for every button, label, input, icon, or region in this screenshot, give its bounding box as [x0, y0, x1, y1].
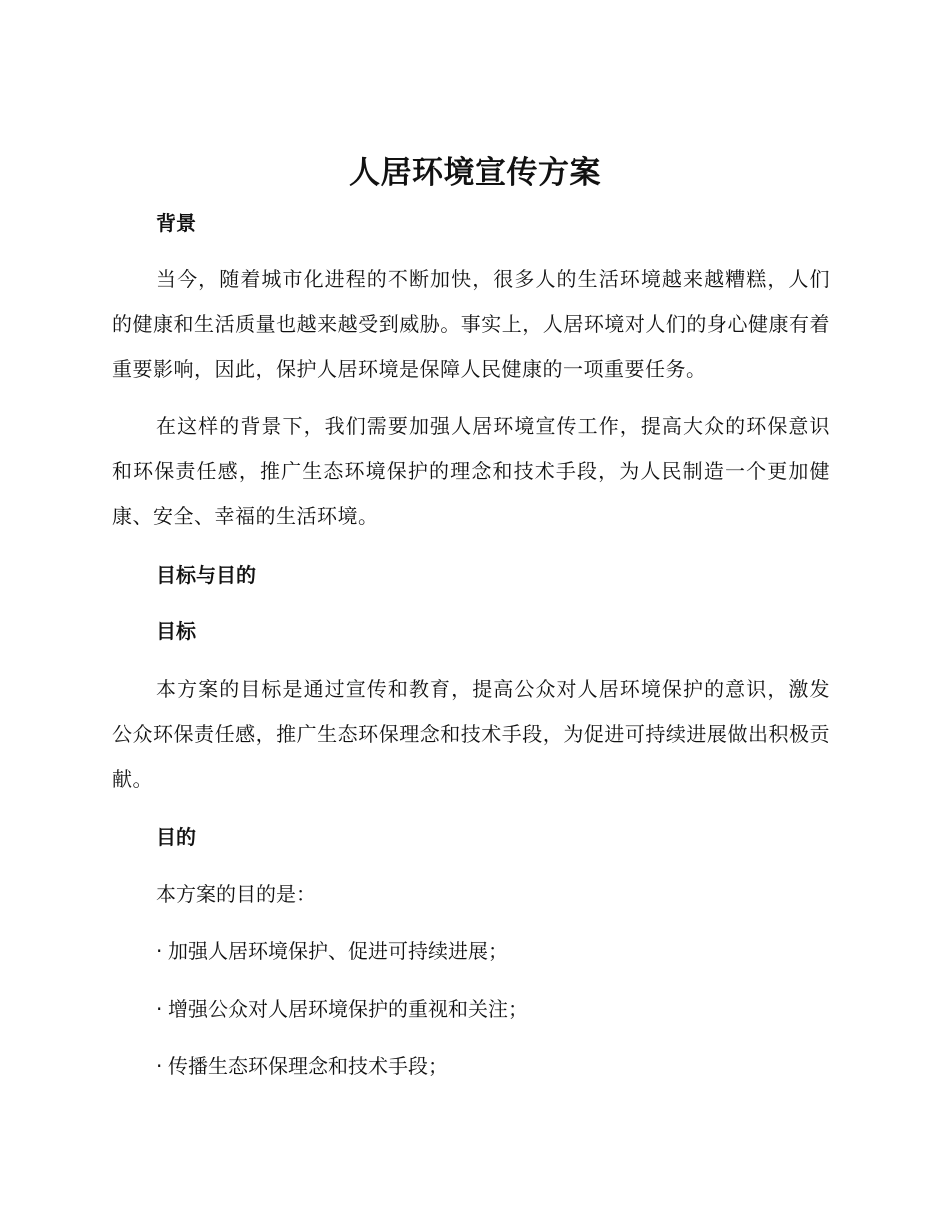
paragraph-target: 本方案的目标是通过宣传和教育，提高公众对人居环境保护的意识，激发公众环保责任感，推广生态环保理念和技术手段，为促进可持续进展做出积极贡献。	[112, 677, 830, 791]
list-item-text: 传播生态环保理念和技术手段；	[168, 1054, 448, 1078]
section-heading-purpose: 目的	[156, 825, 196, 849]
purpose-intro: 本方案的目的是：	[156, 882, 316, 906]
bullet-marker: ·	[156, 997, 163, 1021]
list-item	[156, 994, 528, 1024]
section-heading-goals: 目标与目的	[156, 563, 256, 587]
list-item-text: 加强人居环境保护、促进可持续进展；	[168, 939, 508, 963]
section-heading-background: 背景	[156, 211, 196, 235]
bullet-marker: ·	[156, 1054, 163, 1078]
list-item-text: 增强公众对人居环境保护的重视和关注；	[168, 997, 528, 1021]
list-item	[156, 1051, 448, 1081]
document-title: 人居环境宣传方案	[349, 155, 601, 191]
bullet-marker: ·	[156, 939, 163, 963]
paragraph-background-1: 当今，随着城市化进程的不断加快，很多人的生活环境越来越糟糕，人们的健康和生活质量也越来越受到威胁。事实上，人居环境对人们的身心健康有着重要影响，因此，保护人居环境是保障人民健康的一项重要任务。	[112, 267, 830, 381]
paragraph-background-2: 在这样的背景下，我们需要加强人居环境宣传工作，提高大众的环保意识和环保责任感，推广生态环境保护的理念和技术手段，为人民制造一个更加健康、安全、幸福的生活环境。	[112, 414, 830, 528]
section-heading-target: 目标	[156, 619, 196, 643]
list-item	[156, 936, 508, 966]
